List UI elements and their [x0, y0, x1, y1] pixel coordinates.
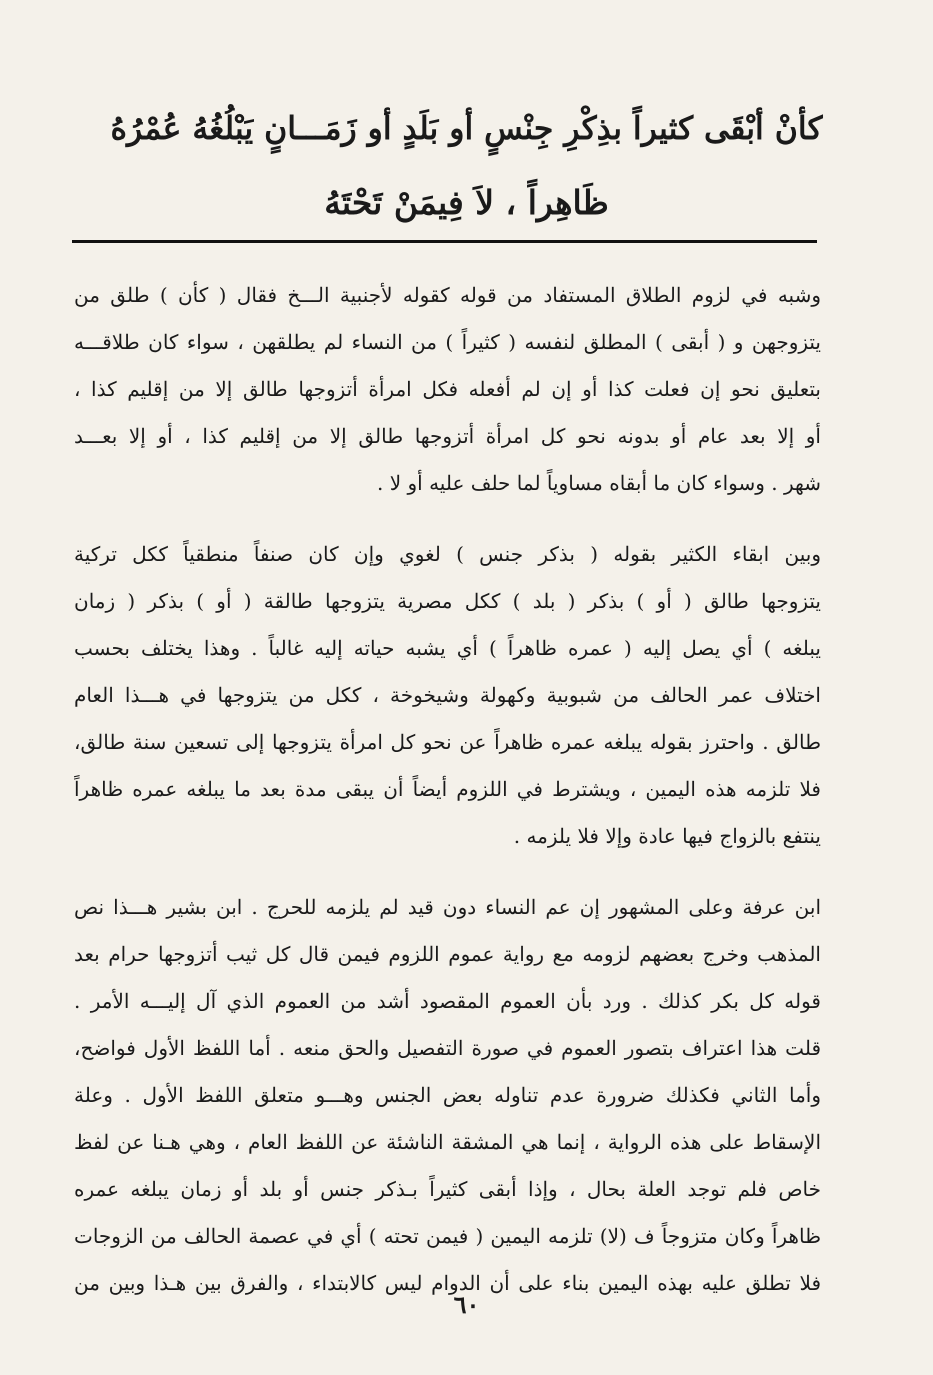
text-line: وبين ابقاء الكثير بقوله ( بذكر جنس ) لغوي وإن كان صنفاً منطقياً ككل تركية: [74, 542, 821, 566]
verse-line: ظَاهِراً ، لاَ فِيمَنْ تَحْتَهُ: [324, 183, 609, 222]
commentary-body: [74, 272, 821, 1307]
text-line: فلا تطلق عليه بهذه اليمين بناء على أن الدوام ليس كالابتداء ، والفرق بين هـذا وبين من: [74, 1271, 821, 1295]
text-line: طالق . واحترز بقوله يبلغه عمره ظاهراً عن نحو كل امرأة يتزوجها إلى تسعين سنة طالق،: [74, 730, 821, 754]
text-line: ظاهراً وكان متزوجاً ف (لا) تلزمه اليمين ( فيمن تحته ) أي في عصمة الحالف من الزوجات: [74, 1224, 821, 1248]
text-line: أو إلا بعد عام أو بدونه نحو كل امرأة أتزوجها طالق إلا من إقليم كذا ، أو إلا بعـــد: [74, 424, 821, 448]
text-line: وأما الثاني فكذلك ضرورة عدم تناوله بعض الجنس وهـــو متعلق اللفظ الأول . وعلة: [74, 1083, 821, 1107]
text-line: فلا تلزمه هذه اليمين ، ويشترط في اللزوم أيضاً أن يبقى مدة بعد ما يبلغه عمره ظاهراً: [74, 777, 821, 801]
text-line: ينتفع بالزواج فيها عادة وإلا فلا يلزمه .: [513, 824, 821, 848]
text-line: اختلاف عمر الحالف من شبوبية وكهولة وشيخوخة ، ككل من يتزوجها في هـــذا العام: [74, 683, 821, 707]
text-line: ابن عرفة وعلى المشهور إن عم النساء دون قيد لم يلزمه للحرج . ابن بشير هـــذا نص: [74, 895, 821, 919]
text-line: المذهب وخرج بعضهم لزومه مع رواية عموم اللزوم فيمن قال كل ثيب أتزوجها حرام بعد: [74, 942, 821, 966]
page-number: ٦٠: [453, 1290, 480, 1319]
text-line: قوله كل بكر كذلك . ورد بأن العموم المقصود أشد من العموم الذي آل إليـــه الأمر .: [74, 989, 821, 1013]
verse-heading: [110, 92, 823, 240]
text-line: يتزوجها طالق ( أو ) بذكر ( بلد ) ككل مصرية يتزوجها طالقة ( أو ) بذكر ( زمان: [74, 589, 821, 613]
text-line: بتعليق نحو إن فعلت كذا أو إن لم أفعله فكل امرأة أتزوجها طالق إلا من إقليم كذا ،: [74, 377, 821, 401]
text-line: خاص فلم توجد العلة بحال ، وإذا أبقى كثيراً بـذكر جنس أو بلد أو زمان يبلغه عمره: [74, 1177, 821, 1201]
text-line: وشبه في لزوم الطلاق المستفاد من قوله كقوله لأجنبية الـــخ فقال ( كأن ) طلق من: [74, 283, 821, 307]
heading-divider: [72, 240, 817, 243]
text-line: يتزوجهن و ( أبقى ) المطلق لنفسه ( كثيراً ) من النساء لم يطلقهن ، سواء كان طلاقـــه: [74, 330, 821, 354]
text-line: شهر . وسواء كان ما أبقاه مساوياً لما حلف عليه أو لا .: [377, 471, 821, 495]
paragraph: [74, 884, 821, 1307]
verse-line: كأنْ أبْقَى كثيراً بذِكْرِ جِنْسٍ أو بَلَدٍ أو زَمَـــانٍ يَبْلُغُهُ عُمْرُهُ: [110, 110, 823, 147]
text-line: الإسقاط على هذه الرواية ، إنما هي المشقة الناشئة عن اللفظ العام ، وهي هـنا عن لفظ: [74, 1130, 821, 1154]
text-line: يبلغه ) أي يصل إليه ( عمره ظاهراً ) أي يشبه حياته إليه غالباً . وهذا يختلف بحسب: [74, 636, 821, 660]
paragraph: [74, 531, 821, 860]
text-line: قلت هذا اعتراف بتصور العموم في صورة التفصيل والحق منعه . أما اللفظ الأول فواضح،: [74, 1036, 821, 1060]
paragraph: [74, 272, 821, 507]
